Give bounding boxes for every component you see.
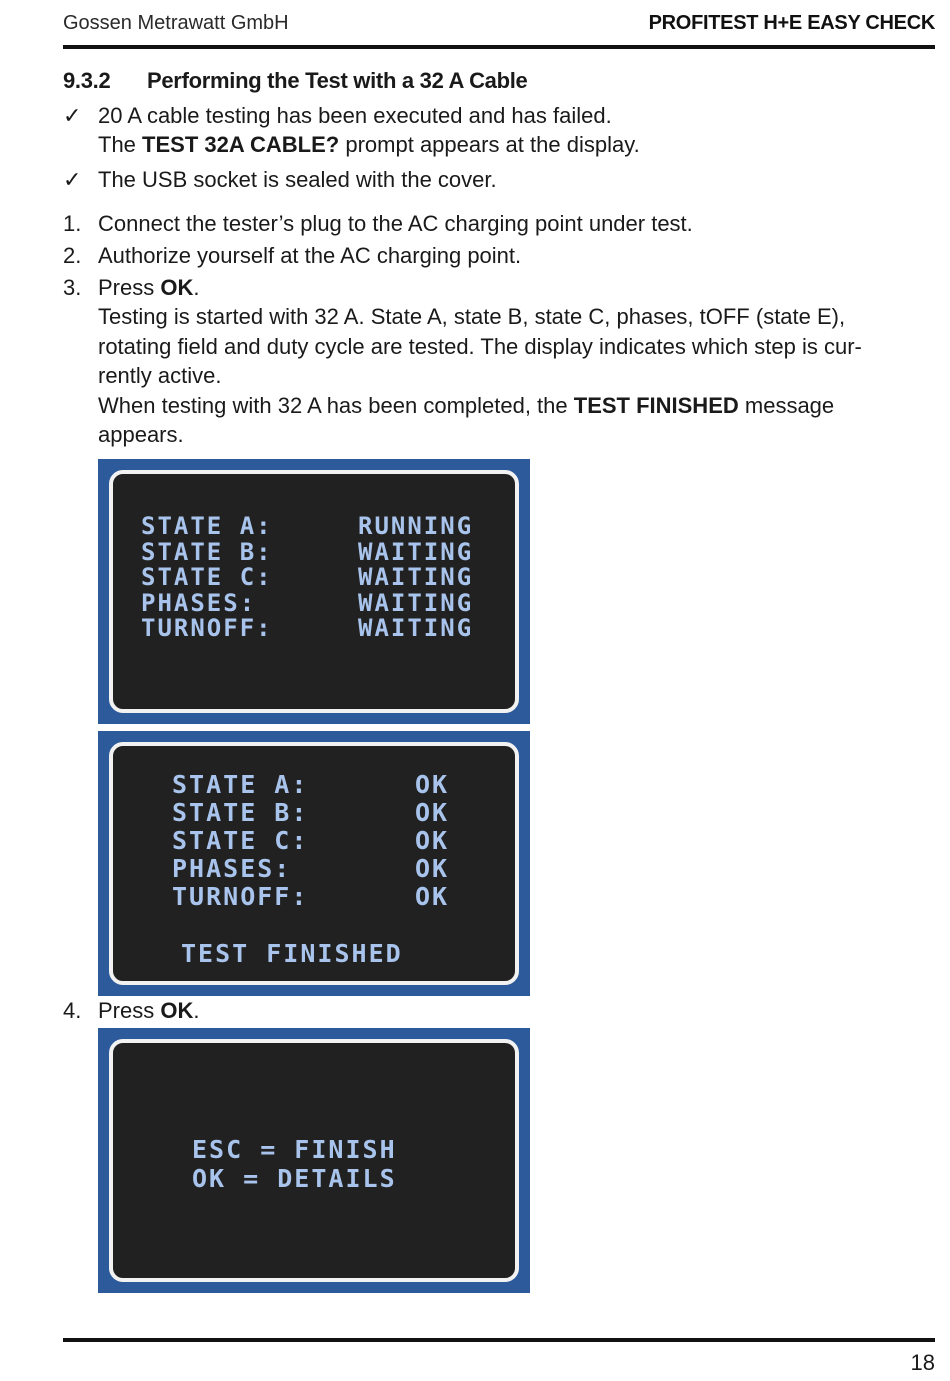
display-running xyxy=(98,459,530,724)
header-product: PROFITEST H+E EASY CHECK xyxy=(648,12,935,34)
step-number: 3. xyxy=(63,275,82,300)
step-text: Authorize yourself at the AC charging point. xyxy=(98,243,522,268)
section-number: 9.3.2 xyxy=(63,68,111,93)
step-text: Press OK. xyxy=(98,998,200,1023)
display-state-values: RUNNING WAITING WAITING WAITING WAITING xyxy=(358,512,474,642)
section-title: Performing the Test with a 32 A Cable xyxy=(147,68,528,93)
display-state-labels: STATE A: STATE B: STATE C: PHASES: TURNOFF: xyxy=(141,512,273,642)
header-company: Gossen Metrawatt GmbH xyxy=(63,12,289,34)
step-description: appears. xyxy=(98,422,184,447)
step-description: When testing with 32 A has been completed, the TEST FINISHED message xyxy=(98,393,835,418)
step-text: Press OK. xyxy=(98,275,200,300)
check-icon: ✓ xyxy=(63,167,82,192)
display-esc-option: ESC = FINISH xyxy=(192,1135,397,1164)
header-divider xyxy=(63,45,935,49)
step-description: rently active. xyxy=(98,363,222,388)
step-number: 2. xyxy=(63,243,82,268)
display-lcd xyxy=(109,470,519,713)
check-icon: ✓ xyxy=(63,103,82,128)
display-finished xyxy=(98,731,530,996)
footer-divider xyxy=(63,1338,935,1342)
step-number: 1. xyxy=(63,211,82,236)
display-state-values: OK OK OK OK OK xyxy=(415,770,450,911)
display-lcd xyxy=(109,1039,519,1282)
display-lcd xyxy=(109,742,519,985)
display-state-labels: STATE A: STATE B: STATE C: PHASES: TURNOFF: xyxy=(172,770,309,911)
step-text: Connect the tester’s plug to the AC charging point under test. xyxy=(98,211,693,236)
display-ok-option: OK = DETAILS xyxy=(192,1164,397,1193)
check-item-text: 20 A cable testing has been executed and has failed. xyxy=(98,103,612,128)
display-menu xyxy=(98,1028,530,1293)
step-number: 4. xyxy=(63,998,82,1023)
step-description: Testing is started with 32 A. State A, state B, state C, phases, tOFF (state E), xyxy=(98,304,846,329)
page-number: 18 xyxy=(910,1350,935,1375)
display-finished-message: TEST FINISHED xyxy=(181,939,403,968)
step-description: rotating field and duty cycle are tested. The display indicates which step is cur- xyxy=(98,334,862,359)
check-item-text: The TEST 32A CABLE? prompt appears at the display. xyxy=(98,132,640,157)
check-item-text: The USB socket is sealed with the cover. xyxy=(98,167,497,192)
